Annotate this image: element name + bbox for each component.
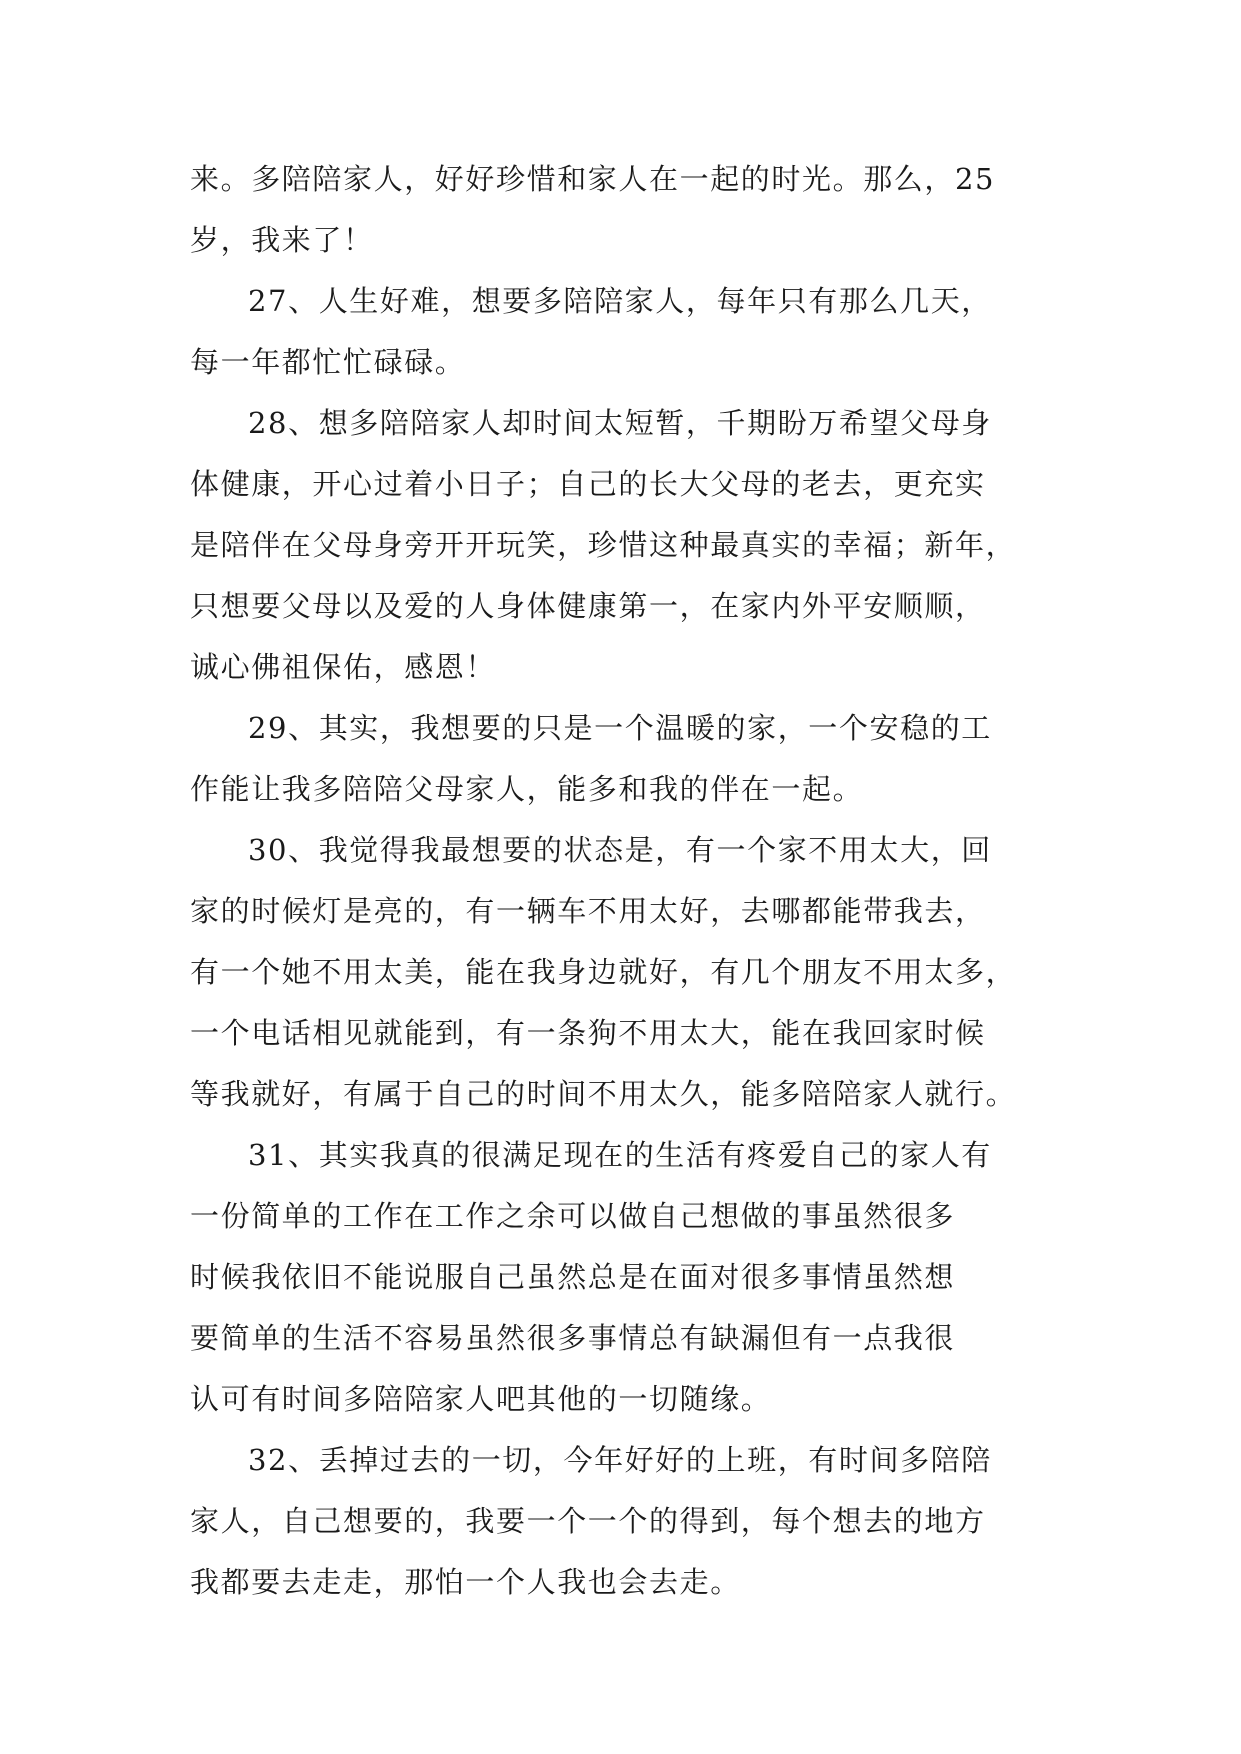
text-line: 27、人生好难，想要多陪陪家人，每年只有那么几天，: [248, 284, 992, 318]
text-line: 32、丢掉过去的一切，今年好好的上班，有时间多陪陪: [248, 1443, 992, 1477]
text-line: 28、想多陪陪家人却时间太短暂，千期盼万希望父母身: [248, 406, 992, 440]
text-line: 我都要去走走，那怕一个人我也会去走。: [190, 1565, 741, 1599]
text-line: 只想要父母以及爱的人身体健康第一，在家内外平安顺顺，: [190, 589, 986, 623]
text-line: 是陪伴在父母身旁开开玩笑，珍惜这种最真实的幸福；新年，: [190, 528, 1017, 562]
text-line: 体健康，开心过着小日子；自己的长大父母的老去，更充实: [190, 467, 986, 501]
document-body: [190, 149, 1051, 1613]
text-line: 31、其实我真的很满足现在的生活有疼爱自己的家人有: [248, 1138, 992, 1172]
text-line: 诚心佛祖保佑，感恩！: [190, 650, 497, 684]
text-line: 30、我觉得我最想要的状态是，有一个家不用太大，回: [248, 833, 992, 867]
text-line: 要简单的生活不容易虽然很多事情总有缺漏但有一点我很: [190, 1321, 956, 1355]
text-line: 每一年都忙忙碌碌。: [190, 345, 466, 379]
text-line: 有一个她不用太美，能在我身边就好，有几个朋友不用太多，: [190, 955, 1017, 989]
text-line: 认可有时间多陪陪家人吧其他的一切随缘。: [190, 1382, 772, 1416]
text-line: 等我就好，有属于自己的时间不用太久，能多陪陪家人就行。: [190, 1077, 1017, 1111]
text-line: 29、其实，我想要的只是一个温暖的家，一个安稳的工: [248, 711, 992, 745]
text-line: 家的时候灯是亮的，有一辆车不用太好，去哪都能带我去，: [190, 894, 986, 928]
text-line: 来。多陪陪家人，好好珍惜和家人在一起的时光。那么，25: [190, 162, 996, 196]
text-line: 一份简单的工作在工作之余可以做自己想做的事虽然很多: [190, 1199, 956, 1233]
text-line: 作能让我多陪陪父母家人，能多和我的伴在一起。: [190, 772, 864, 806]
text-line: 时候我依旧不能说服自己虽然总是在面对很多事情虽然想: [190, 1260, 956, 1294]
text-line: 岁，我来了！: [190, 223, 374, 257]
text-line: 一个电话相见就能到，有一条狗不用太大，能在我回家时候: [190, 1016, 986, 1050]
text-line: 家人，自己想要的，我要一个一个的得到，每个想去的地方: [190, 1504, 986, 1538]
